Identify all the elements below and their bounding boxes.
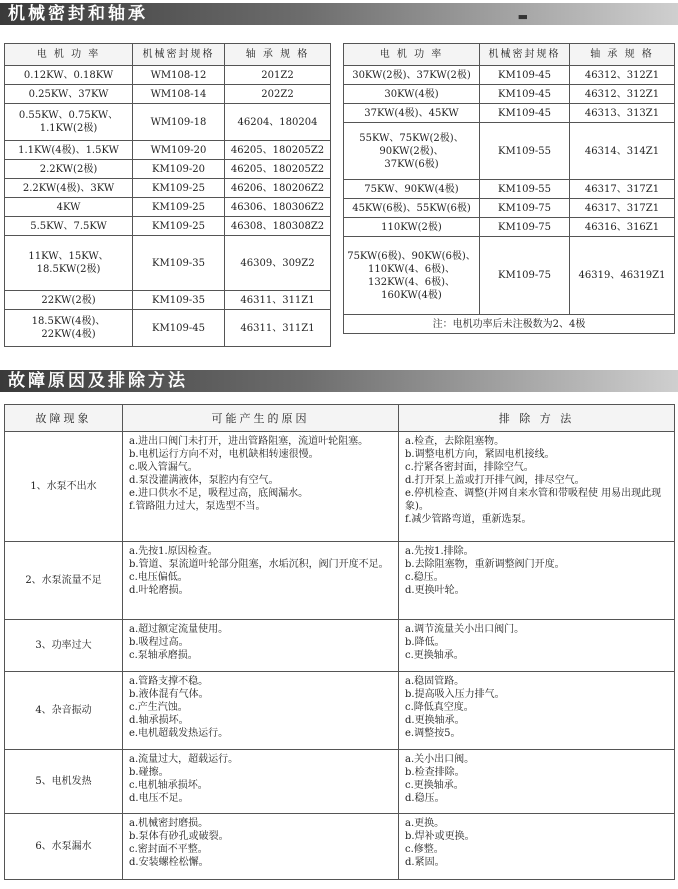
symptom-cell: 6、水泵漏水 (5, 814, 123, 880)
header-motor-power: 电 机 功 率 (344, 44, 480, 66)
motor-power-cell: 2.2KW(4极)、3KW (5, 179, 133, 198)
cause-item: f.管路阻力过大，泵选型不当。 (129, 501, 266, 512)
motor-power-cell: 1.1KW(4极)、1.5KW (5, 141, 133, 160)
seal-spec-cell: KM109-75 (480, 218, 570, 237)
cause-list (123, 620, 399, 672)
section-title-bar (0, 3, 678, 25)
table-row (5, 198, 331, 217)
motor-power-cell: 0.12KW、0.18KW (5, 66, 133, 85)
cause-item: a.进出口阀门未打开，进出管路阻塞，流道叶轮阻塞。 (129, 436, 369, 447)
cause-item: d.泵没灌满液体，泵腔内有空气。 (129, 475, 279, 486)
cause-item: d.安装螺栓松懈。 (129, 857, 209, 868)
seal-spec-cell: KM109-45 (480, 85, 570, 104)
bearing-spec-cell: 46311、311Z1 (225, 291, 331, 310)
cause-list (123, 432, 399, 542)
remedy-item: d.更换叶轮。 (405, 585, 465, 596)
remedy-item: b.调整电机方向，紧固电机接线。 (405, 449, 555, 460)
remedy-item: b.降低。 (405, 637, 445, 648)
bearing-spec-cell: 46308、180308Z2 (225, 217, 331, 236)
remedy-item: c.更换轴承。 (405, 650, 464, 661)
remedy-list (399, 620, 675, 672)
table-header-row (5, 44, 331, 66)
remedy-item: f.减少管路弯道，重新选泵。 (405, 514, 532, 525)
table-row (5, 672, 675, 750)
table-row (5, 160, 331, 179)
table-row (5, 432, 675, 542)
cause-item: e.电机超载发热运行。 (129, 728, 229, 739)
header-seal-spec: 机械密封规格 (480, 44, 570, 66)
cause-item: d.叶轮磨损。 (129, 585, 189, 596)
seal-spec-cell: KM109-25 (133, 198, 225, 217)
motor-power-cell: 5.5KW、7.5KW (5, 217, 133, 236)
header-symptom: 故障现象 (5, 405, 123, 432)
table-row (5, 750, 675, 814)
symptom-cell: 2、水泵流量不足 (5, 542, 123, 620)
cause-item: a.管路支撑不稳。 (129, 676, 209, 687)
motor-power-cell: 75KW(6极)、90KW(6极)、 110KW(4、6极)、 132KW(4、6极)、 160KW(4极) (344, 237, 480, 315)
remedy-item: b.去除阻塞物，重新调整阀门开度。 (405, 559, 565, 570)
cause-item: c.吸入管漏气。 (129, 462, 198, 473)
remedy-item: e.调整按5。 (405, 728, 461, 739)
seal-spec-cell: WM108-14 (133, 85, 225, 104)
cause-list (123, 672, 399, 750)
header-bearing-spec: 轴 承 规 格 (570, 44, 675, 66)
motor-power-cell: 11KW、15KW、 18.5KW(2极) (5, 236, 133, 291)
table-row (344, 104, 675, 123)
motor-power-cell: 2.2KW(2极) (5, 160, 133, 179)
seal-spec-cell: WM109-20 (133, 141, 225, 160)
seal-spec-cell: WM108-12 (133, 66, 225, 85)
remedy-list (399, 672, 675, 750)
cause-item: c.电机轴承损坏。 (129, 780, 208, 791)
cause-item: b.电机运行方向不对，电机缺相转速很慢。 (129, 449, 319, 460)
remedy-item: a.更换。 (405, 818, 445, 829)
table-row (5, 620, 675, 672)
table-row (5, 141, 331, 160)
bearing-spec-cell: 46313、313Z1 (570, 104, 675, 123)
bearing-spec-cell: 201Z2 (225, 66, 331, 85)
motor-power-cell: 45KW(6极)、55KW(6极) (344, 199, 480, 218)
seal-spec-cell: WM109-18 (133, 104, 225, 141)
bearing-spec-cell: 46205、180205Z2 (225, 141, 331, 160)
motor-power-cell: 110KW(2极) (344, 218, 480, 237)
cause-list (123, 814, 399, 880)
remedy-item: c.降低真空度。 (405, 702, 474, 713)
cause-item: b.吸程过高。 (129, 637, 189, 648)
table-row (5, 236, 331, 291)
table-row (344, 85, 675, 104)
remedy-item: e.停机检查、调整(并网自来水管和带吸程使 用易出现此现象)。 (405, 488, 662, 512)
symptom-cell: 5、电机发热 (5, 750, 123, 814)
seal-spec-cell: KM109-25 (133, 217, 225, 236)
seal-spec-cell: KM109-45 (133, 310, 225, 347)
fault-table (4, 404, 675, 880)
remedy-item: c.拧紧各密封面，排除空气。 (405, 462, 534, 473)
remedy-item: d.紧固。 (405, 857, 445, 868)
remedy-item: a.调节流量关小出口阀门。 (405, 624, 525, 635)
bearing-spec-cell: 46306、180306Z2 (225, 198, 331, 217)
remedy-item: c.修整。 (405, 844, 444, 855)
table-note: 注：电机功率后未注极数为2、4极 (344, 315, 675, 334)
table-row (344, 237, 675, 315)
remedy-item: a.关小出口阀。 (405, 754, 475, 765)
motor-power-cell: 4KW (5, 198, 133, 217)
table-row (5, 291, 331, 310)
bearing-spec-cell: 46206、180206Z2 (225, 179, 331, 198)
remedy-item: c.稳压。 (405, 572, 444, 583)
bearing-spec-cell: 46316、316Z1 (570, 218, 675, 237)
motor-power-cell: 22KW(2极) (5, 291, 133, 310)
remedy-item: b.检查排除。 (405, 767, 465, 778)
section-title-fault: 故障原因及排除方法 (8, 371, 188, 391)
symptom-cell: 3、功率过大 (5, 620, 123, 672)
cause-item: b.碰擦。 (129, 767, 169, 778)
bearing-spec-cell: 46312、312Z1 (570, 66, 675, 85)
seal-spec-cell: KM109-20 (133, 160, 225, 179)
table-row (5, 66, 331, 85)
cause-item: b.管道、泵流道叶轮部分阻塞，水垢沉积，阀门开度不足。 (129, 559, 389, 570)
motor-power-cell: 75KW、90KW(4极) (344, 180, 480, 199)
remedy-list (399, 750, 675, 814)
seal-spec-cell: KM109-75 (480, 237, 570, 315)
remedy-item: a.稳固管路。 (405, 676, 465, 687)
header-seal-spec: 机械密封规格 (133, 44, 225, 66)
table-row (344, 123, 675, 180)
bearing-spec-cell: 46309、309Z2 (225, 236, 331, 291)
bearing-spec-cell: 202Z2 (225, 85, 331, 104)
seal-spec-cell: KM109-55 (480, 123, 570, 180)
cause-item: a.机械密封磨损。 (129, 818, 209, 829)
header-remedy: 排 除 方 法 (399, 405, 675, 432)
remedy-item: a.先按1.排除。 (405, 546, 474, 557)
cause-item: d.电压不足。 (129, 793, 189, 804)
table-row (5, 104, 331, 141)
table-row (5, 179, 331, 198)
bearing-spec-cell: 46204、180204 (225, 104, 331, 141)
symptom-cell: 4、杂音振动 (5, 672, 123, 750)
table-row (5, 814, 675, 880)
remedy-list (399, 814, 675, 880)
bearing-spec-cell: 46205、180205Z2 (225, 160, 331, 179)
seal-bearing-table-left (4, 43, 331, 347)
seal-bearing-table-right (343, 43, 675, 334)
seal-spec-cell: KM109-35 (133, 236, 225, 291)
cause-item: b.液体混有气体。 (129, 689, 209, 700)
table-row (5, 542, 675, 620)
cause-list (123, 750, 399, 814)
cause-item: c.密封面不平整。 (129, 844, 208, 855)
seal-spec-cell: KM109-25 (133, 179, 225, 198)
cause-item: c.泵轴承磨损。 (129, 650, 198, 661)
bearing-spec-cell: 46319、46319Z1 (570, 237, 675, 315)
bearing-spec-cell: 46314、314Z1 (570, 123, 675, 180)
cause-item: c.电压偏低。 (129, 572, 188, 583)
bearing-spec-cell: 46317、317Z1 (570, 199, 675, 218)
remedy-item: c.更换轴承。 (405, 780, 464, 791)
table-header-row (344, 44, 675, 66)
seal-spec-cell: KM109-55 (480, 180, 570, 199)
remedy-item: d.打开泵上盖或打开排气阀，排尽空气。 (405, 475, 585, 486)
seal-spec-cell: KM109-75 (480, 199, 570, 218)
table-row (344, 180, 675, 199)
cause-item: b.泵体有砂孔或破裂。 (129, 831, 229, 842)
bearing-spec-cell: 46317、317Z1 (570, 180, 675, 199)
cause-item: a.流量过大，超载运行。 (129, 754, 239, 765)
remedy-item: b.提高吸入压力排气。 (405, 689, 505, 700)
remedy-item: d.稳压。 (405, 793, 445, 804)
bearing-spec-cell: 46312、312Z1 (570, 85, 675, 104)
section-title-bar (0, 370, 678, 392)
table-row (5, 85, 331, 104)
cause-item: d.轴承损坏。 (129, 715, 189, 726)
seal-spec-cell: KM109-45 (480, 66, 570, 85)
table-row (5, 310, 331, 347)
motor-power-cell: 18.5KW(4极)、 22KW(4极) (5, 310, 133, 347)
table-row (344, 199, 675, 218)
section-title-seal-bearing: 机械密封和轴承 (8, 4, 148, 24)
motor-power-cell: 37KW(4极)、45KW (344, 104, 480, 123)
table-row (5, 217, 331, 236)
seal-spec-cell: KM109-35 (133, 291, 225, 310)
motor-power-cell: 0.25KW、37KW (5, 85, 133, 104)
cause-item: c.产生汽蚀。 (129, 702, 188, 713)
remedy-list (399, 542, 675, 620)
header-cause: 可能产生的原因 (123, 405, 399, 432)
remedy-item: b.焊补或更换。 (405, 831, 475, 842)
table-row (344, 218, 675, 237)
table-note-row (344, 315, 675, 334)
motor-power-cell: 30KW(2极)、37KW(2极) (344, 66, 480, 85)
motor-power-cell: 30KW(4极) (344, 85, 480, 104)
table-row (344, 66, 675, 85)
motor-power-cell: 55KW、75KW(2极)、 90KW(2极)、 37KW(6极) (344, 123, 480, 180)
header-bearing-spec: 轴 承 规 格 (225, 44, 331, 66)
table-header-row (5, 405, 675, 432)
cause-item: e.进口供水不足，吸程过高，底阀漏水。 (129, 488, 309, 499)
remedy-item: d.更换轴承。 (405, 715, 465, 726)
symptom-cell: 1、水泵不出水 (5, 432, 123, 542)
cause-list (123, 542, 399, 620)
bearing-spec-cell: 46311、311Z1 (225, 310, 331, 347)
motor-power-cell: 0.55KW、0.75KW、 1.1KW(2极) (5, 104, 133, 141)
cause-item: a.超过额定流量使用。 (129, 624, 229, 635)
remedy-item: a.检查，去除阻塞物。 (405, 436, 505, 447)
header-motor-power: 电 机 功 率 (5, 44, 133, 66)
cause-item: a.先按1.原因检查。 (129, 546, 218, 557)
decorative-mark-icon: ▬ (517, 10, 528, 23)
remedy-list (399, 432, 675, 542)
seal-spec-cell: KM109-45 (480, 104, 570, 123)
